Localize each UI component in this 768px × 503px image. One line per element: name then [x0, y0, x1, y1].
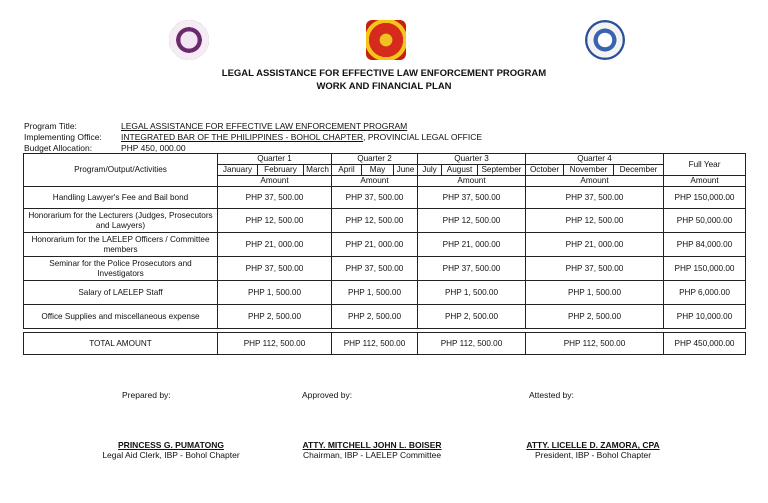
month-header: March — [304, 165, 332, 176]
amount-cell: PHP 2, 500.00 — [332, 305, 418, 329]
amount-header: Amount — [218, 176, 332, 187]
total-row — [24, 333, 746, 355]
full-year-cell: PHP 50,000.00 — [664, 209, 746, 233]
month-header: September — [478, 165, 526, 176]
amount-cell: PHP 37, 500.00 — [526, 187, 664, 209]
approved-by-signatory — [287, 440, 457, 460]
full-year-cell: PHP 10,000.00 — [664, 305, 746, 329]
total-amount-cell: PHP 112, 500.00 — [526, 333, 664, 355]
table-row — [24, 187, 746, 209]
amount-cell: PHP 37, 500.00 — [526, 257, 664, 281]
prepared-by-signatory — [86, 440, 256, 460]
prepared-by-title: Legal Aid Clerk, IBP - Bohol Chapter — [102, 450, 240, 460]
amount-cell: PHP 2, 500.00 — [218, 305, 332, 329]
financial-plan-table — [23, 153, 746, 355]
month-header: June — [394, 165, 418, 176]
amount-cell: PHP 37, 500.00 — [418, 257, 526, 281]
province-seal-logo — [585, 20, 625, 60]
document-subtitle: WORK AND FINANCIAL PLAN — [316, 81, 452, 92]
document-title: LEGAL ASSISTANCE FOR EFFECTIVE LAW ENFORCEMENT PROGRAM — [221, 68, 547, 79]
month-header: December — [614, 165, 664, 176]
month-header: August — [442, 165, 478, 176]
month-header: October — [526, 165, 564, 176]
activity-cell: Office Supplies and miscellaneous expense — [24, 305, 218, 329]
month-header: February — [258, 165, 304, 176]
quarter-1-header: Quarter 1 — [218, 154, 332, 165]
implementing-office-label: Implementing Office: — [24, 132, 102, 142]
table-row — [24, 233, 746, 257]
table-row — [24, 305, 746, 329]
total-amount-cell: PHP 112, 500.00 — [218, 333, 332, 355]
implementing-office-value-rest: , PROVINCIAL LEGAL OFFICE — [363, 132, 483, 142]
month-header: July — [418, 165, 442, 176]
month-header: May — [362, 165, 394, 176]
amount-cell: PHP 12, 500.00 — [526, 209, 664, 233]
amount-cell: PHP 2, 500.00 — [526, 305, 664, 329]
attested-by-label: Attested by: — [529, 390, 574, 400]
month-header: November — [564, 165, 614, 176]
ibp-seal-logo — [169, 20, 209, 60]
amount-cell: PHP 1, 500.00 — [526, 281, 664, 305]
amount-cell: PHP 2, 500.00 — [418, 305, 526, 329]
amount-cell: PHP 12, 500.00 — [332, 209, 418, 233]
prepared-by-label: Prepared by: — [122, 390, 171, 400]
full-year-cell: PHP 150,000.00 — [664, 257, 746, 281]
total-amount-cell: PHP 112, 500.00 — [418, 333, 526, 355]
full-year-cell: PHP 84,000.00 — [664, 233, 746, 257]
amount-cell: PHP 12, 500.00 — [418, 209, 526, 233]
amount-cell: PHP 21, 000.00 — [218, 233, 332, 257]
table-row — [24, 209, 746, 233]
full-year-cell: PHP 6,000.00 — [664, 281, 746, 305]
month-header: January — [218, 165, 258, 176]
amount-header: Amount — [332, 176, 418, 187]
amount-cell: PHP 1, 500.00 — [418, 281, 526, 305]
implementing-office-value: INTEGRATED BAR OF THE PHILIPPINES - BOHOL CHAPTER — [121, 132, 364, 142]
budget-allocation-label: Budget Allocation: — [24, 143, 93, 153]
quarter-3-header: Quarter 3 — [418, 154, 526, 165]
amount-cell: PHP 37, 500.00 — [418, 187, 526, 209]
amount-header: Amount — [664, 176, 746, 187]
amount-cell: PHP 1, 500.00 — [332, 281, 418, 305]
police-seal-logo — [366, 20, 406, 60]
budget-allocation-value: PHP 450, 000.00 — [121, 143, 186, 153]
attested-by-signatory — [508, 440, 678, 460]
amount-header: Amount — [526, 176, 664, 187]
quarter-header-row — [24, 154, 746, 165]
program-title-label: Program Title: — [24, 121, 77, 131]
activity-cell: Seminar for the Police Prosecutors and Investigators — [24, 257, 218, 281]
activity-cell: Salary of LAELEP Staff — [24, 281, 218, 305]
full-year-cell: PHP 150,000.00 — [664, 187, 746, 209]
total-label: TOTAL AMOUNT — [24, 333, 218, 355]
program-title-value: LEGAL ASSISTANCE FOR EFFECTIVE LAW ENFORCEMENT PROGRAM — [121, 121, 408, 131]
amount-cell: PHP 21, 000.00 — [332, 233, 418, 257]
amount-header: Amount — [418, 176, 526, 187]
approved-by-name: ATTY. MITCHELL JOHN L. BOISER — [302, 440, 442, 450]
quarter-4-header: Quarter 4 — [526, 154, 664, 165]
table-row — [24, 281, 746, 305]
approved-by-title: Chairman, IBP - LAELEP Committee — [302, 450, 442, 460]
activity-cell: Honorarium for the LAELEP Officers / Committee members — [24, 233, 218, 257]
attested-by-name: ATTY. LICELLE D. ZAMORA, CPA — [526, 440, 660, 450]
full-year-header: Full Year — [664, 154, 746, 176]
activity-column-header: Program/Output/Activities — [24, 154, 218, 187]
month-header: April — [332, 165, 362, 176]
approved-by-label: Approved by: — [302, 390, 353, 400]
amount-cell: PHP 1, 500.00 — [218, 281, 332, 305]
amount-cell: PHP 37, 500.00 — [218, 187, 332, 209]
amount-cell: PHP 12, 500.00 — [218, 209, 332, 233]
prepared-by-name: PRINCESS G. PUMATONG — [118, 440, 224, 450]
total-full-year-cell: PHP 450,000.00 — [664, 333, 746, 355]
quarter-2-header: Quarter 2 — [332, 154, 418, 165]
total-amount-cell: PHP 112, 500.00 — [332, 333, 418, 355]
amount-cell: PHP 37, 500.00 — [218, 257, 332, 281]
amount-cell: PHP 37, 500.00 — [332, 257, 418, 281]
activity-cell: Honorarium for the Lecturers (Judges, Prosecutors and Lawyers) — [24, 209, 218, 233]
amount-cell: PHP 21, 000.00 — [418, 233, 526, 257]
activity-cell: Handling Lawyer's Fee and Bail bond — [24, 187, 218, 209]
attested-by-title: President, IBP - Bohol Chapter — [534, 450, 652, 460]
table-row — [24, 257, 746, 281]
amount-cell: PHP 37, 500.00 — [332, 187, 418, 209]
amount-cell: PHP 21, 000.00 — [526, 233, 664, 257]
